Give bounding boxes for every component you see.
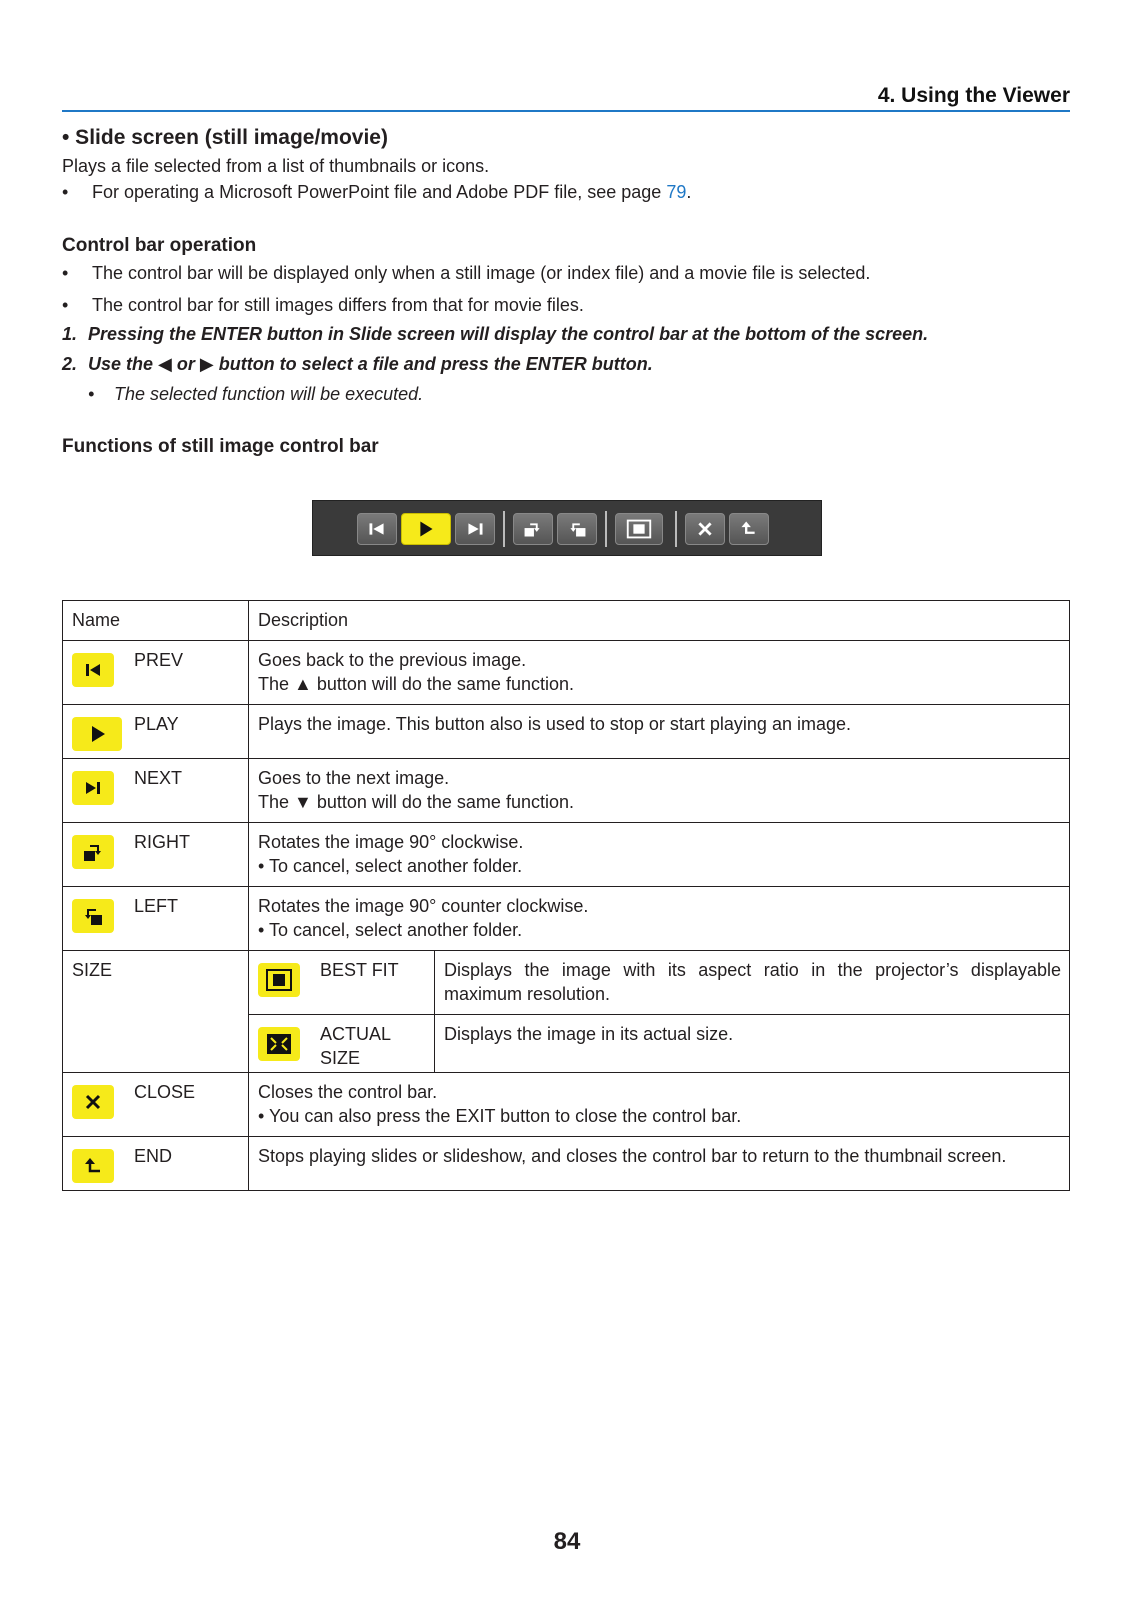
step-number: 1. bbox=[62, 324, 78, 344]
section-title: • Slide screen (still image/movie) bbox=[62, 126, 388, 149]
step-2-sub: • The selected function will be executed. bbox=[88, 384, 424, 404]
chapter-title: 4. Using the Viewer bbox=[877, 84, 1070, 107]
row-name: RIGHT bbox=[134, 832, 190, 852]
close-x-icon bbox=[686, 514, 724, 544]
row-name: PLAY bbox=[134, 714, 179, 734]
bullet-powerpoint-pdf: • For operating a Microsoft PowerPoint file and Adobe PDF file, see page 79. bbox=[62, 182, 692, 202]
table-row-play bbox=[63, 705, 1070, 759]
desc-line: The ▼ button will do the same function. bbox=[258, 792, 574, 812]
bar-close-button[interactable] bbox=[685, 513, 725, 545]
close-x-icon bbox=[72, 1085, 114, 1119]
bar-next-button[interactable] bbox=[455, 513, 495, 545]
table-row-size-bestfit bbox=[63, 951, 1070, 1015]
bullet-control-bar-display: • The control bar will be displayed only when a still image (or index file) and a movie file is selected. bbox=[62, 263, 871, 283]
skip-previous-icon bbox=[358, 514, 396, 544]
still-image-control-bar bbox=[312, 500, 822, 556]
row-name: CLOSE bbox=[134, 1082, 196, 1102]
function-table bbox=[62, 600, 1070, 1191]
bullet-text: For operating a Microsoft PowerPoint file and Adobe PDF file, see page bbox=[92, 182, 667, 202]
bar-end-button[interactable] bbox=[729, 513, 769, 545]
play-icon bbox=[402, 514, 450, 544]
control-bar-operation-heading: Control bar operation bbox=[62, 235, 257, 256]
return-arrow-icon bbox=[72, 1149, 114, 1183]
table-row-right bbox=[63, 823, 1070, 887]
desc-cell bbox=[249, 759, 1070, 823]
desc-line: • To cancel, select another folder. bbox=[258, 856, 523, 876]
row-name: PREV bbox=[134, 650, 184, 670]
bar-separator bbox=[675, 511, 677, 547]
name-cell bbox=[63, 759, 249, 823]
name-cell bbox=[63, 887, 249, 951]
size-name-cell: SIZE bbox=[63, 951, 249, 1073]
rotate-left-icon bbox=[72, 899, 114, 933]
row-name: NEXT bbox=[134, 768, 183, 788]
desc-cell: Displays the image with its aspect ratio in the projector’s displayable maximum resolution. bbox=[435, 951, 1070, 1015]
desc-cell bbox=[249, 887, 1070, 951]
desc-cell bbox=[249, 1073, 1070, 1137]
header-name: Name bbox=[63, 601, 249, 641]
desc-line: Plays the image. This button also is used to stop or start playing an image. bbox=[258, 714, 851, 734]
bar-separator bbox=[503, 511, 505, 547]
intro-text: Plays a file selected from a list of thumbnails or icons. bbox=[62, 156, 490, 176]
name-cell bbox=[63, 823, 249, 887]
desc-line: Rotates the image 90° counter clockwise. bbox=[258, 896, 589, 916]
table-row-end bbox=[63, 1137, 1070, 1191]
desc-cell bbox=[249, 823, 1070, 887]
bar-rotate-right-button[interactable] bbox=[513, 513, 553, 545]
header-description: Description bbox=[249, 601, 1070, 641]
step-text: Use the ◀ or ▶ button to select a file and press the ENTER button. bbox=[88, 354, 653, 374]
table-row-left bbox=[63, 887, 1070, 951]
subname-cell bbox=[249, 1015, 435, 1073]
name-cell bbox=[63, 705, 249, 759]
desc-line: • To cancel, select another folder. bbox=[258, 920, 523, 940]
row-name: LEFT bbox=[134, 896, 179, 916]
desc-line: Closes the control bar. bbox=[258, 1082, 438, 1102]
desc-line: Rotates the image 90° clockwise. bbox=[258, 832, 524, 852]
bar-prev-button[interactable] bbox=[357, 513, 397, 545]
page-link[interactable]: 79 bbox=[666, 182, 687, 202]
desc-cell: Displays the image in its actual size. bbox=[435, 1015, 1070, 1073]
rotate-left-icon bbox=[558, 514, 596, 544]
desc-line: Stops playing slides or slideshow, and closes the control bar to return to the thumbnail screen. bbox=[258, 1146, 1007, 1166]
skip-next-icon bbox=[456, 514, 494, 544]
skip-next-icon bbox=[72, 771, 114, 805]
bullet-control-bar-differs: • The control bar for still images differs from that for movie files. bbox=[62, 295, 584, 315]
play-icon bbox=[72, 717, 122, 751]
row-name: ACTUAL SIZE bbox=[320, 1024, 391, 1068]
name-cell bbox=[63, 1137, 249, 1191]
name-cell bbox=[63, 641, 249, 705]
bar-play-button[interactable] bbox=[401, 513, 451, 545]
bullet-end: . bbox=[686, 182, 692, 202]
step-1 bbox=[62, 324, 928, 345]
desc-cell bbox=[249, 641, 1070, 705]
table-row-next bbox=[63, 759, 1070, 823]
chapter-header bbox=[62, 84, 1070, 112]
best-fit-icon bbox=[258, 963, 300, 997]
table-header-row bbox=[63, 601, 1070, 641]
desc-cell bbox=[249, 705, 1070, 759]
desc-cell bbox=[249, 1137, 1070, 1191]
bar-rotate-left-button[interactable] bbox=[557, 513, 597, 545]
step-text: Pressing the ENTER button in Slide screen will display the control bar at the bottom of the screen. bbox=[88, 324, 929, 344]
page-number: 84 bbox=[553, 1528, 581, 1555]
rotate-right-icon bbox=[72, 835, 114, 869]
table-row-prev bbox=[63, 641, 1070, 705]
desc-line: Goes back to the previous image. bbox=[258, 650, 527, 670]
return-arrow-icon bbox=[730, 514, 768, 544]
row-name: END bbox=[134, 1146, 173, 1166]
rotate-right-icon bbox=[514, 514, 552, 544]
bar-separator bbox=[605, 511, 607, 547]
step-number: 2. bbox=[62, 354, 78, 374]
actual-size-icon bbox=[258, 1027, 300, 1061]
best-fit-icon bbox=[616, 514, 662, 544]
bullet-text: The control bar will be displayed only when a still image (or index file) and a movie file is selected. bbox=[92, 263, 871, 283]
functions-heading: Functions of still image control bar bbox=[62, 436, 379, 457]
desc-line: Goes to the next image. bbox=[258, 768, 450, 788]
bullet-text: The control bar for still images differs from that for movie files. bbox=[92, 295, 584, 315]
skip-previous-icon bbox=[72, 653, 114, 687]
desc-line: • You can also press the EXIT button to close the control bar. bbox=[258, 1106, 742, 1126]
table-row-close bbox=[63, 1073, 1070, 1137]
bar-size-button[interactable] bbox=[615, 513, 663, 545]
name-cell bbox=[63, 1073, 249, 1137]
sub-text: The selected function will be executed. bbox=[114, 384, 424, 404]
row-name: BEST FIT bbox=[320, 960, 399, 980]
step-2 bbox=[62, 354, 653, 375]
subname-cell bbox=[249, 951, 435, 1015]
desc-line: The ▲ button will do the same function. bbox=[258, 674, 574, 694]
